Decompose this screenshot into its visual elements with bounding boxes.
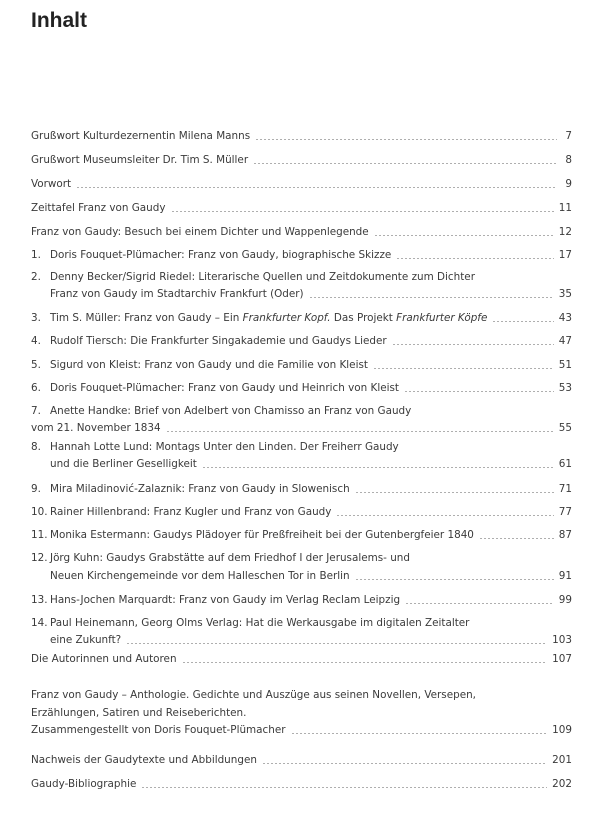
entry-title: Die Autorinnen und Autoren	[31, 653, 177, 665]
dot-leader	[166, 431, 554, 432]
dot-leader	[373, 368, 554, 369]
entry-title: Grußwort Kulturdezernentin Milena Manns	[31, 130, 251, 142]
entry-page: 43	[558, 312, 572, 324]
entry-page: 202	[552, 778, 572, 790]
entry-page: 11	[558, 202, 572, 214]
entry-title: Monika Estermann: Gaudys Plädoyer für Preßfreiheit bei der Gutenbergfeier 1840	[50, 529, 474, 541]
entry-title: Vorwort	[31, 178, 72, 190]
entry-page: 99	[558, 594, 572, 606]
entry-page: 35	[558, 288, 572, 300]
entry-number: 1.	[31, 249, 41, 261]
entry-title: Franz von Gaudy: Besuch bei einem Dichter und Wappenlegende	[31, 226, 369, 238]
toc-entry-grusswort-kultur	[31, 129, 572, 143]
toc-entry-1	[31, 248, 572, 262]
dot-leader	[404, 391, 554, 392]
toc-entry-7	[31, 404, 572, 434]
dot-leader	[355, 492, 554, 493]
entry-title: Doris Fouquet-Plümacher: Franz von Gaudy, biographische Skizze	[50, 249, 392, 261]
entry-page: 55	[558, 422, 572, 434]
entry-page: 91	[558, 570, 572, 582]
entry-title-line: Anette Handke: Brief von Adelbert von Chamisso an Franz von Gaudy	[50, 405, 412, 417]
entry-number: 14.	[31, 617, 48, 629]
dot-leader	[492, 321, 553, 322]
toc-entry-vorwort	[31, 177, 572, 191]
toc-entry-autoren	[31, 652, 572, 666]
entry-page: 109	[552, 724, 572, 736]
entry-page: 9	[565, 178, 572, 190]
entry-title: Gaudy-Bibliographie	[31, 778, 137, 790]
toc-entry-2	[31, 270, 572, 300]
entry-page: 71	[558, 483, 572, 495]
entry-number: 9.	[31, 483, 41, 495]
entry-title: Franz von Gaudy im Stadtarchiv Frankfurt (Oder)	[50, 288, 304, 300]
entry-number: 11.	[31, 529, 48, 541]
toc-entry-4	[31, 334, 572, 348]
toc-entry-12	[31, 551, 572, 582]
entry-page: 107	[552, 653, 572, 665]
entry-title: Tim S. Müller: Franz von Gaudy – Ein Frankfurter Kopf. Das Projekt Frankfurter Köpfe	[50, 312, 488, 324]
entry-number: 10.	[31, 506, 48, 518]
entry-title-line: Denny Becker/Sigrid Riedel: Literarische Quellen und Zeitdokumente zum Dichter	[50, 271, 475, 283]
toc-entry-bibliographie	[31, 777, 572, 791]
dot-leader	[202, 467, 554, 468]
entry-title: Nachweis der Gaudytexte und Abbildungen	[31, 754, 257, 766]
dot-leader	[479, 538, 554, 539]
entry-number: 6.	[31, 382, 41, 394]
dot-leader	[291, 733, 548, 734]
entry-title-line: Erzählungen, Satiren und Reiseberichten.	[31, 707, 247, 719]
entry-title: Hans-Jochen Marquardt: Franz von Gaudy im Verlag Reclam Leipzig	[50, 594, 401, 606]
entry-title-line: Jörg Kuhn: Gaudys Grabstätte auf dem Friedhof I der Jerusalems- und	[50, 552, 410, 564]
entry-title: Rainer Hillenbrand: Franz Kugler und Franz von Gaudy	[50, 506, 332, 518]
toc-entry-10	[31, 505, 572, 519]
entry-number: 12.	[31, 552, 48, 564]
toc-entry-14	[31, 616, 572, 646]
entry-title-line: Franz von Gaudy – Anthologie. Gedichte und Auszüge aus seinen Novellen, Versepen,	[31, 689, 476, 701]
dot-leader	[392, 344, 554, 345]
toc-entry-13	[31, 593, 572, 607]
dot-leader	[253, 163, 557, 164]
entry-number: 13.	[31, 594, 48, 606]
entry-page: 77	[558, 506, 572, 518]
entry-page: 51	[558, 359, 572, 371]
entry-page: 61	[558, 458, 572, 470]
dot-leader	[336, 515, 553, 516]
toc-entry-6	[31, 381, 572, 395]
entry-title: Zeittafel Franz von Gaudy	[31, 202, 166, 214]
entry-title: Grußwort Museumsleiter Dr. Tim S. Müller	[31, 154, 249, 166]
toc-entry-grusswort-museum	[31, 153, 572, 167]
dot-leader	[374, 235, 554, 236]
dot-leader	[76, 187, 557, 188]
entry-number: 8.	[31, 441, 41, 453]
entry-title: Rudolf Tiersch: Die Frankfurter Singakademie und Gaudys Lieder	[50, 335, 387, 347]
entry-page: 7	[565, 130, 572, 142]
toc-entry-nachweis	[31, 753, 572, 767]
dot-leader	[126, 643, 547, 644]
dot-leader	[405, 603, 554, 604]
entry-title: Neuen Kirchengemeinde vor dem Halleschen Tor in Berlin	[50, 570, 350, 582]
toc-entry-9	[31, 482, 572, 496]
toc-entry-5	[31, 358, 572, 372]
entry-number: 5.	[31, 359, 41, 371]
toc-entry-11	[31, 528, 572, 542]
entry-number: 3.	[31, 312, 41, 324]
page-title: Inhalt	[31, 9, 87, 32]
dot-leader	[141, 787, 547, 788]
dot-leader	[255, 139, 557, 140]
entry-title: Doris Fouquet-Plümacher: Franz von Gaudy und Heinrich von Kleist	[50, 382, 400, 394]
entry-page: 87	[558, 529, 572, 541]
entry-title: Sigurd von Kleist: Franz von Gaudy und die Familie von Kleist	[50, 359, 368, 371]
dot-leader	[171, 211, 554, 212]
entry-page: 47	[558, 335, 572, 347]
entry-number: 4.	[31, 335, 41, 347]
entry-title-line: Hannah Lotte Lund: Montags Unter den Linden. Der Freiherr Gaudy	[50, 441, 399, 453]
entry-title: Zusammengestellt von Doris Fouquet-Plümacher	[31, 724, 286, 736]
entry-title: Mira Miladinović-Zalaznik: Franz von Gaudy in Slowenisch	[50, 483, 350, 495]
entry-title: eine Zukunft?	[50, 634, 122, 646]
entry-title: vom 21. November 1834	[31, 422, 161, 434]
entry-page: 103	[552, 634, 572, 646]
toc-entry-besuch	[31, 225, 572, 239]
entry-page: 8	[565, 154, 572, 166]
entry-page: 17	[558, 249, 572, 261]
dot-leader	[355, 579, 554, 580]
dot-leader	[396, 258, 553, 259]
toc-entry-8	[31, 440, 572, 470]
entry-page: 53	[558, 382, 572, 394]
dot-leader	[309, 297, 554, 298]
entry-number: 2.	[31, 271, 41, 283]
toc-entry-3	[31, 311, 572, 325]
entry-title: und die Berliner Geselligkeit	[50, 458, 197, 470]
toc-entry-zeittafel	[31, 201, 572, 215]
entry-page: 201	[552, 754, 572, 766]
toc-entry-anthologie	[31, 688, 572, 736]
entry-title-line: Paul Heinemann, Georg Olms Verlag: Hat die Werkausgabe im digitalen Zeitalter	[50, 617, 470, 629]
dot-leader	[262, 763, 547, 764]
entry-number: 7.	[31, 405, 41, 417]
dot-leader	[182, 662, 548, 663]
entry-page: 12	[558, 226, 572, 238]
